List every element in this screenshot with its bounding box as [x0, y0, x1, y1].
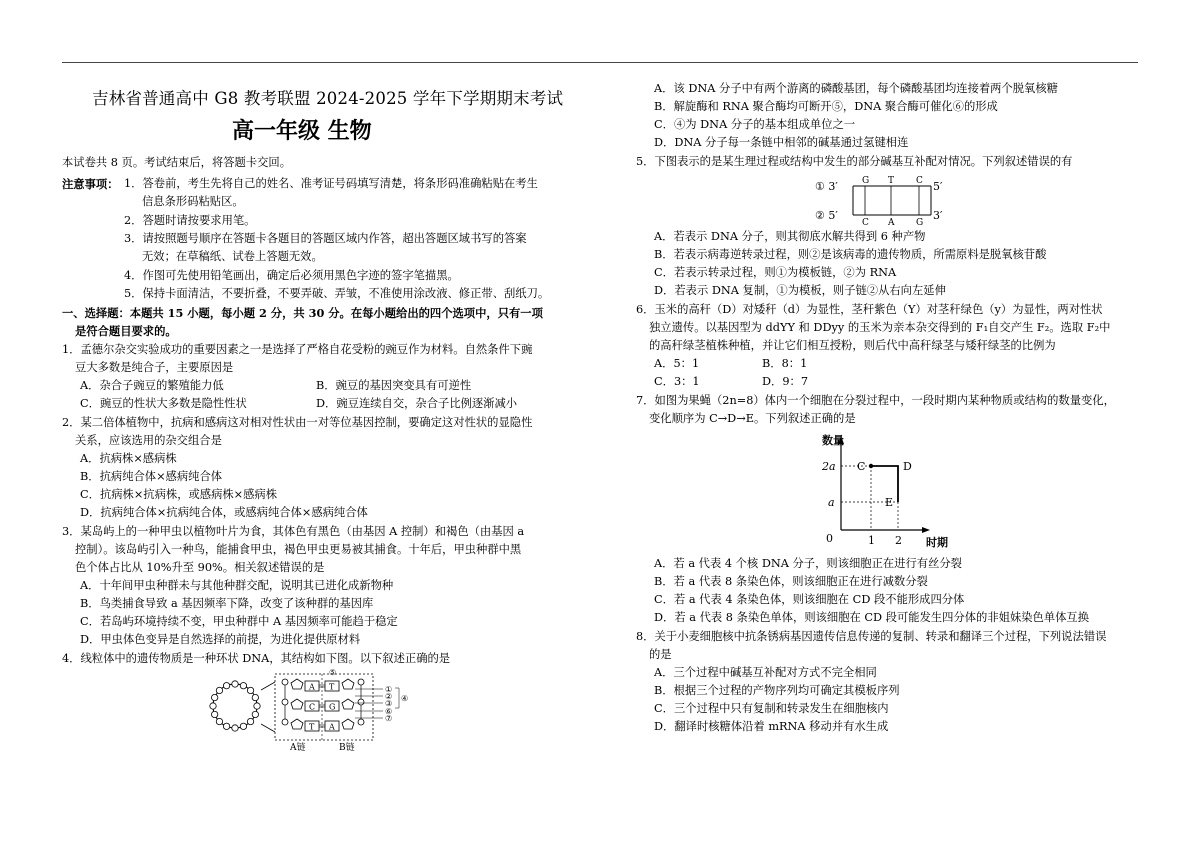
q5-option-a: A．若表示 DNA 分子，则其彻底水解共得到 6 种产物 — [654, 230, 926, 243]
q1-option-a: A．杂合子豌豆的繁殖能力低 — [80, 379, 224, 392]
q2-option-d: D．抗病纯合体×抗病纯合体，或感病纯合体×感病纯合体 — [80, 506, 368, 519]
q2-option-b: B．抗病纯合体×感病纯合体 — [80, 470, 223, 483]
q3-option-c: C．若岛屿环境持续不变，甲虫种群中 A 基因频率可能趋于稳定 — [80, 615, 398, 628]
y-tick-label: 2a — [822, 460, 836, 473]
q2-stem: 2．某二倍体植物中，抗病和感病这对相对性状由一对等位基因控制，要确定这对性状的显隐性 — [62, 416, 533, 429]
base-b-letter: T — [329, 682, 335, 692]
nucleotide-bead — [223, 682, 229, 688]
q6-option-c: C．3：1 — [654, 375, 700, 388]
strand1-base: G — [862, 176, 870, 186]
base-a-letter: C — [309, 702, 316, 712]
note-item: 1．答卷前，考生先将自己的姓名、准考证号码填写清楚，将条形码准确粘贴在考生 — [124, 177, 538, 190]
q7-stem: 7．如图为果蝇（2n=8）体内一个细胞在分裂过程中，一段时期内某种物质或结构的数量变化， — [636, 394, 1115, 407]
q6-stem-cont: 独立遗传。以基因型为 ddYY 和 DDyy 的玉米为亲本杂交得到的 F₁自交产生 F₂。选取 F₂中 — [649, 321, 1111, 334]
q3-option-a: A．十年间甲虫种群未与其他种群交配，说明其已进化成新物种 — [80, 579, 394, 592]
q5-option-b: B．若表示病毒逆转录过程，则②是该病毒的遗传物质，所需原料是脱氧核苷酸 — [654, 248, 1047, 261]
top-rule — [62, 62, 1138, 63]
q4-option-c: C．④为 DNA 分子的基本组成单位之一 — [654, 118, 856, 131]
q7-option-d: D．若 a 代表 8 条染色单体，则该细胞在 CD 段可能发生四分体的非姐妹染色单体互换 — [654, 611, 1090, 624]
point-c — [869, 464, 873, 468]
circled-label: ⑦ — [385, 714, 393, 723]
q3-option-b: B．鸟类捕食导致 a 基因频率下降，改变了该种群的基因库 — [80, 597, 374, 610]
section-heading: 一、选择题：本题共 15 小题，每小题 2 分，共 30 分。在每小题给出的四个选项中，只有一项 — [62, 306, 543, 320]
point-label: D — [903, 460, 912, 473]
q6-option-d: D．9：7 — [762, 375, 809, 388]
strand2-label: ② 5′ — [815, 209, 838, 222]
q4-option-b: B．解旋酶和 RNA 聚合酶均可断开⑤，DNA 聚合酶可催化⑥的形成 — [654, 100, 998, 113]
note-item: 3．请按照题号顺序在答题卡各题目的答题区域内作答，超出答题区域书写的答案 — [124, 232, 527, 245]
section-heading-cont: 是符合题目要求的。 — [75, 324, 177, 338]
phosphate-a — [282, 699, 288, 705]
circular-dna-icon — [210, 681, 260, 731]
q7-option-a: A．若 a 代表 4 个核 DNA 分子，则该细胞正在进行有丝分裂 — [654, 557, 962, 570]
q8-option-c: C．三个过程中只有复制和转录发生在细胞核内 — [654, 702, 889, 715]
strand1-end: 5′ — [933, 180, 943, 193]
x-axis-label: 时期 — [926, 536, 948, 549]
base-pairing-figure — [815, 174, 955, 226]
sugar-a — [291, 679, 303, 689]
y-axis-label: 数量 — [822, 434, 844, 447]
y-tick-label: a — [828, 496, 835, 509]
note-item: 2．答题时请按要求用笔。 — [124, 214, 256, 227]
notes-label: 注意事项： — [62, 177, 119, 191]
nucleotide-bead — [254, 703, 260, 709]
nucleotide-bead — [216, 687, 222, 693]
dna-structure-figure — [205, 668, 420, 754]
phosphate-a — [282, 719, 288, 725]
q8-stem: 8．关于小麦细胞核中抗条锈病基因遗传信息传递的复制、转录和翻译三个过程，下列说法错误 — [636, 630, 1107, 643]
q8-option-b: B．根据三个过程的产物序列均可确定其模板序列 — [654, 684, 900, 697]
strand2-base: C — [862, 218, 869, 226]
nucleotide-bead — [240, 723, 246, 729]
q8-option-d: D．翻译时核糖体沿着 mRNA 移动并有水生成 — [654, 720, 889, 733]
nucleotide-bead — [247, 687, 253, 693]
q6-option-b: B．8：1 — [762, 357, 808, 370]
nucleotide-bead — [247, 718, 253, 724]
x-tick-label: 1 — [868, 534, 875, 547]
chain-b-label: B链 — [339, 743, 355, 753]
nucleotide-bead — [252, 711, 258, 717]
phosphate-a — [282, 679, 288, 685]
q7-chart — [808, 430, 958, 550]
q4-option-a: A．该 DNA 分子中有两个游离的磷酸基团，每个磷酸基团均连接着两个脱氧核糖 — [654, 82, 1058, 95]
q8-option-a: A．三个过程中碱基互补配对方式不完全相同 — [654, 666, 877, 679]
q1-stem: 1．孟德尔杂交实验成功的重要因素之一是选择了严格自花受粉的豌豆作为材料。自然条件下豌 — [62, 343, 533, 356]
q7-stem-cont: 变化顺序为 C→D→E。下列叙述正确的是 — [649, 412, 856, 425]
circled-label: ⑥ — [385, 707, 393, 716]
strand2-base: G — [916, 218, 924, 226]
x-tick-label: 2 — [895, 534, 902, 547]
label-5: ⑤ — [329, 668, 337, 677]
sugar-b — [342, 679, 354, 689]
note-item: 4．作图可先使用铅笔画出，确定后必须用黑色字迹的签字笔描黑。 — [124, 269, 459, 282]
q4-stem: 4．线粒体中的遗传物质是一种环状 DNA，其结构如下图。以下叙述正确的是 — [62, 652, 451, 665]
nucleotide-bead — [252, 694, 258, 700]
note-item: 5．保持卡面清洁，不要折叠，不要弄破、弄皱，不准使用涂改液、修正带、刮纸刀。 — [124, 287, 550, 300]
sugar-b — [342, 699, 354, 709]
nucleotide-bead — [210, 703, 216, 709]
label-4: ④ — [401, 694, 409, 703]
q1-option-c: C．豌豆的性状大多数是隐性性状 — [80, 397, 247, 410]
nucleotide-bead — [223, 723, 229, 729]
q1-option-d: D．豌豆连续自交，杂合子比例逐渐减小 — [316, 397, 518, 410]
q7-option-b: B．若 a 代表 8 条染色体，则该细胞正在进行减数分裂 — [654, 575, 928, 588]
strand1-base: C — [916, 176, 923, 186]
base-a-letter: T — [309, 722, 315, 732]
sugar-a — [291, 719, 303, 729]
exam-subject: 高一年级 生物 — [232, 119, 372, 144]
x-tick-label: 0 — [826, 532, 833, 545]
point-label: E — [885, 496, 894, 509]
strand1-base: T — [888, 176, 895, 186]
q8-stem-cont: 的是 — [649, 648, 672, 661]
q3-stem: 3．某岛屿上的一种甲虫以植物叶片为食，其体色有黑色（由基因 A 控制）和褐色（由基因 a — [62, 525, 525, 538]
phosphate-b — [358, 679, 364, 685]
nucleotide-bead — [216, 718, 222, 724]
q5-stem: 5．下图表示的是某生理过程或结构中发生的部分碱基互补配对情况。下列叙述错误的有 — [636, 155, 1073, 168]
base-b-letter: A — [329, 722, 335, 732]
nucleotide-bead — [240, 682, 246, 688]
nucleotide-bead — [232, 725, 238, 731]
exam-title: 吉林省普通高中 G8 教考联盟 2024-2025 学年下学期期末考试 — [92, 89, 564, 108]
q1-option-b: B．豌豆的基因突变具有可逆性 — [316, 379, 472, 392]
strand2-base: A — [888, 218, 895, 226]
q1-stem-cont: 豆大多数是纯合子，主要原因是 — [75, 361, 234, 374]
point-label: C — [857, 460, 866, 473]
nucleotide-bead — [232, 681, 238, 687]
phosphate-b — [358, 719, 364, 725]
base-b-letter: G — [329, 702, 336, 712]
sugar-b — [342, 719, 354, 729]
strand2-end: 3′ — [933, 209, 943, 222]
q2-option-a: A．抗病株×感病株 — [80, 452, 177, 465]
q3-stem-cont: 色个体占比从 10%升至 90%。相关叙述错误的是 — [75, 561, 325, 574]
strand1-label: ① 3′ — [815, 180, 838, 193]
circled-label: ③ — [385, 699, 393, 708]
q5-option-d: D．若表示 DNA 复制，①为模板，则子链②从右向左延伸 — [654, 284, 946, 297]
base-a-letter: A — [309, 682, 315, 692]
q6-option-a: A．5：1 — [654, 357, 700, 370]
note-item: 无效；在草稿纸、试卷上答题无效。 — [142, 250, 323, 263]
q2-option-c: C．抗病株×抗病株，或感病株×感病株 — [80, 488, 278, 501]
sugar-a — [291, 699, 303, 709]
phosphate-b — [358, 699, 364, 705]
note-item: 信息条形码粘贴区。 — [142, 195, 244, 208]
q6-stem: 6．玉米的高秆（D）对矮秆（d）为显性，茎秆紫色（Y）对茎秆绿色（y）为显性，两对性状 — [636, 303, 1103, 316]
q3-option-d: D．甲虫体色变异是自然选择的前提，为进化提供原材料 — [80, 633, 361, 646]
nucleotide-bead — [211, 694, 217, 700]
q6-stem-cont: 的高秆绿茎植株种植，并让它们相互授粉，则后代中高秆绿茎与矮秆绿茎的比例为 — [649, 339, 1056, 352]
q4-option-d: D．DNA 分子每一条链中相邻的碱基通过氢键相连 — [654, 136, 909, 149]
nucleotide-bead — [211, 711, 217, 717]
chain-a-label: A链 — [290, 743, 306, 753]
q2-stem-cont: 关系，应该选用的杂交组合是 — [75, 434, 222, 447]
intro-text: 本试卷共 8 页。考试结束后，将答题卡交回。 — [62, 156, 292, 169]
circled-label: ② — [385, 692, 393, 701]
q3-stem-cont: 控制）。该岛屿引入一种鸟，能捕食甲虫，褐色甲虫更易被其捕食。十年后，甲虫种群中黑 — [75, 543, 522, 556]
q7-option-c: C．若 a 代表 4 条染色体，则该细胞在 CD 段不能形成四分体 — [654, 593, 965, 606]
q5-option-c: C．若表示转录过程，则①为模板链，②为 RNA — [654, 266, 897, 279]
x-axis-arrow-icon — [922, 527, 930, 533]
circled-label: ① — [385, 685, 393, 694]
